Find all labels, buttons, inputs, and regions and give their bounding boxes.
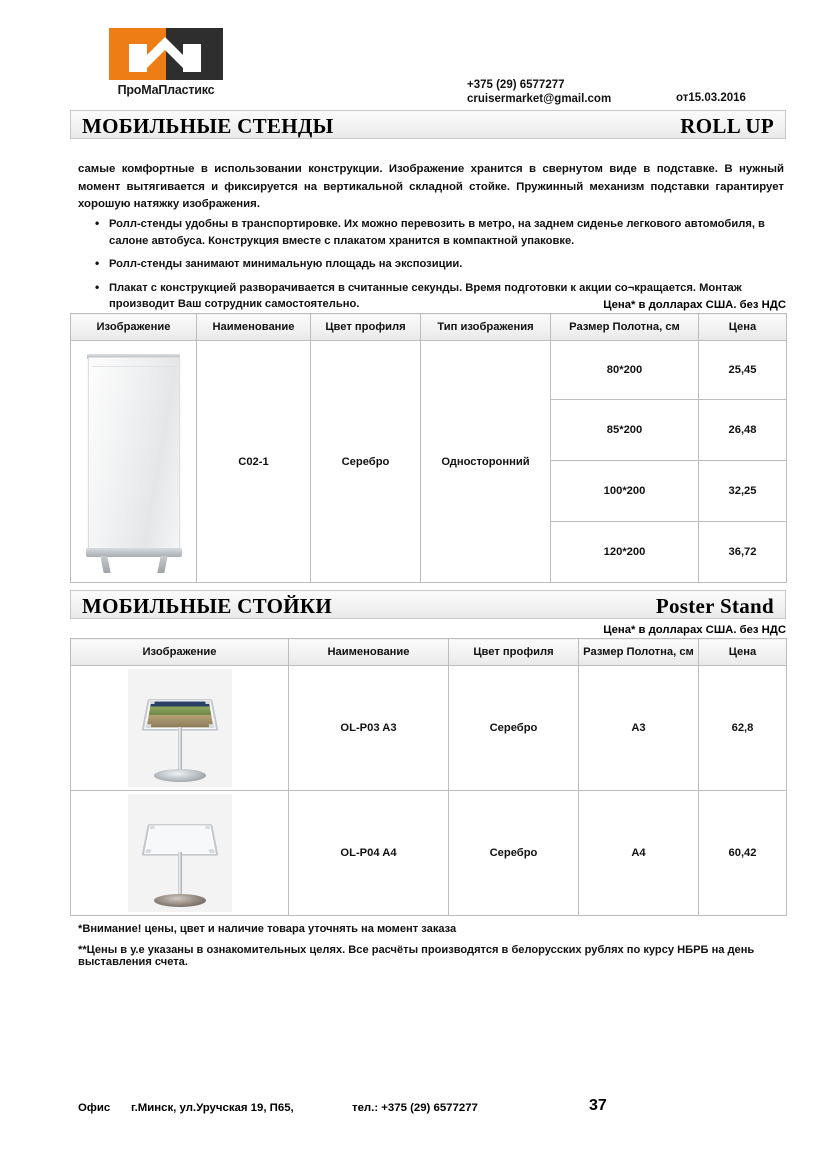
product-color-cell: Серебро [449, 666, 579, 791]
rollup-foot-left [100, 556, 110, 573]
frame-corner [145, 724, 151, 728]
table-row [71, 341, 787, 400]
contact-phone: +375 (29) 6577277 [467, 79, 565, 91]
table-header-row [71, 314, 787, 341]
product-image-cell [71, 341, 197, 583]
variant-size-cell: 100*200 [551, 461, 699, 522]
variant-size-cell: 80*200 [551, 341, 699, 400]
stand-base-disc [154, 894, 206, 907]
variant-price-cell: 26,48 [699, 400, 787, 461]
product-name-cell: OL-P03 A3 [289, 666, 449, 791]
section-title-left: МОБИЛЬНЫЕ СТЕНДЫ [82, 114, 334, 138]
contact-block [467, 78, 611, 106]
frame-corner [208, 849, 214, 853]
stand-pole [178, 727, 182, 773]
variant-price-cell: 25,45 [699, 341, 787, 400]
product-name-cell: OL-P04 A4 [289, 791, 449, 916]
document-date: от15.03.2016 [676, 92, 746, 104]
table-header-row [71, 639, 787, 666]
product-type-cell: Односторонний [421, 341, 551, 583]
footnote-currency: **Цены в у.е указаны в ознакомительных целях. Все расчёты производятся в белорусских рублях по курсу НБРБ на день выставления счета. [78, 944, 755, 968]
product-price-cell: 60,42 [699, 791, 787, 916]
poster-stand-price-table [70, 638, 787, 916]
page-number: 37 [589, 1097, 607, 1114]
logo-glyph-icon [109, 28, 223, 80]
product-size-cell: A3 [579, 666, 699, 791]
column-header-price: Цена [699, 639, 787, 666]
column-header-name: Наименование [289, 639, 449, 666]
poster-stand-a4-icon [128, 794, 232, 912]
column-header-image: Изображение [71, 314, 197, 341]
variant-size-cell: 85*200 [551, 400, 699, 461]
section-title-left: МОБИЛЬНЫЕ СТОЙКИ [82, 594, 333, 618]
variant-size-cell: 120*200 [551, 522, 699, 583]
contact-email: cruisermarket@gmail.com [467, 93, 612, 105]
poster-artwork [146, 702, 213, 728]
footnote-attention [78, 923, 788, 935]
section-title-right: ROLL UP [680, 114, 774, 138]
section-title-right: Poster Stand [655, 594, 774, 618]
poster-artwork [146, 827, 213, 853]
rollup-banner-face [88, 357, 180, 551]
list-item: • Ролл-стенды удобны в транспортировке. Их можно перевозить в метро, на заднем сиденье легкового автомобиля, в салоне автобуса. Конструкция вместе с плакатом хранится в компактной упаковке. [95, 216, 787, 249]
variant-price-cell: 32,25 [699, 461, 787, 522]
product-size-cell: A4 [579, 791, 699, 916]
footer-office-label: Офис [78, 1102, 111, 1114]
table-row [71, 666, 787, 791]
frame-corner [205, 826, 210, 829]
column-header-price: Цена [699, 314, 787, 341]
variant-price-cell: 36,72 [699, 522, 787, 583]
frame-corner [145, 849, 151, 853]
logo-mark [109, 28, 223, 80]
footnote-attention-label: *Внимание! [78, 923, 142, 935]
list-item: • Плакат с конструкцией разворачивается в считанные секунды. Время подготовки к акции со¬кращается. Монтаж производит Ваш сотрудник самостоятельно. [95, 280, 787, 313]
list-item: • Ролл-стенды занимают минимальную площадь на экспозиции. [95, 256, 787, 273]
column-header-name: Наименование [197, 314, 311, 341]
rollup-banner-icon [82, 351, 186, 573]
column-header-image: Изображение [71, 639, 289, 666]
footnote-attention-text: цены, цвет и наличие товара уточнять на момент заказа [141, 923, 457, 935]
product-price-cell: 62,8 [699, 666, 787, 791]
intro-paragraph: самые комфортные в использовании конструкции. Изображение хранится в свернутом виде в подставке. В нужный момент вытягивается и фиксируется на вертикальной складной стойке. Пружинный механизм подставки гарантирует хорошую натяжку изображения. [78, 163, 784, 210]
section-header-poster-stand [70, 590, 786, 619]
stand-base-disc [154, 769, 206, 782]
product-name-cell: C02-1 [197, 341, 311, 583]
stand-pole [178, 852, 182, 898]
column-header-canvas-size: Размер Полотна, см [579, 639, 699, 666]
product-image-cell [71, 666, 289, 791]
rollup-price-table [70, 313, 787, 583]
frame-corner [208, 724, 214, 728]
column-header-profile-color: Цвет профиля [449, 639, 579, 666]
frame-corner [149, 826, 154, 829]
table-row [71, 791, 787, 916]
product-color-cell: Серебро [449, 791, 579, 916]
footer-address: г.Минск, ул.Уручская 19, П65, [131, 1102, 294, 1114]
poster-stand-a3-icon [128, 669, 232, 787]
product-image-cell [71, 791, 289, 916]
footer-phone: тел.: +375 (29) 6577277 [352, 1102, 478, 1114]
column-header-image-type: Тип изображения [421, 314, 551, 341]
company-logo [106, 28, 226, 97]
product-color-cell: Серебро [311, 341, 421, 583]
rollup-foot-right [157, 556, 167, 573]
price-note-poster-stand: Цена* в долларах США. без НДС [603, 624, 786, 636]
section-header-rollup [70, 110, 786, 139]
column-header-canvas-size: Размер Полотна, см [551, 314, 699, 341]
poster-frame [141, 824, 218, 856]
column-header-profile-color: Цвет профиля [311, 314, 421, 341]
frame-corner [205, 701, 210, 704]
poster-frame [141, 699, 218, 731]
price-note-rollup: Цена* в долларах США. без НДС [603, 299, 786, 311]
frame-corner [149, 701, 154, 704]
logo-wordmark: ПроМаПластикс [117, 83, 215, 97]
